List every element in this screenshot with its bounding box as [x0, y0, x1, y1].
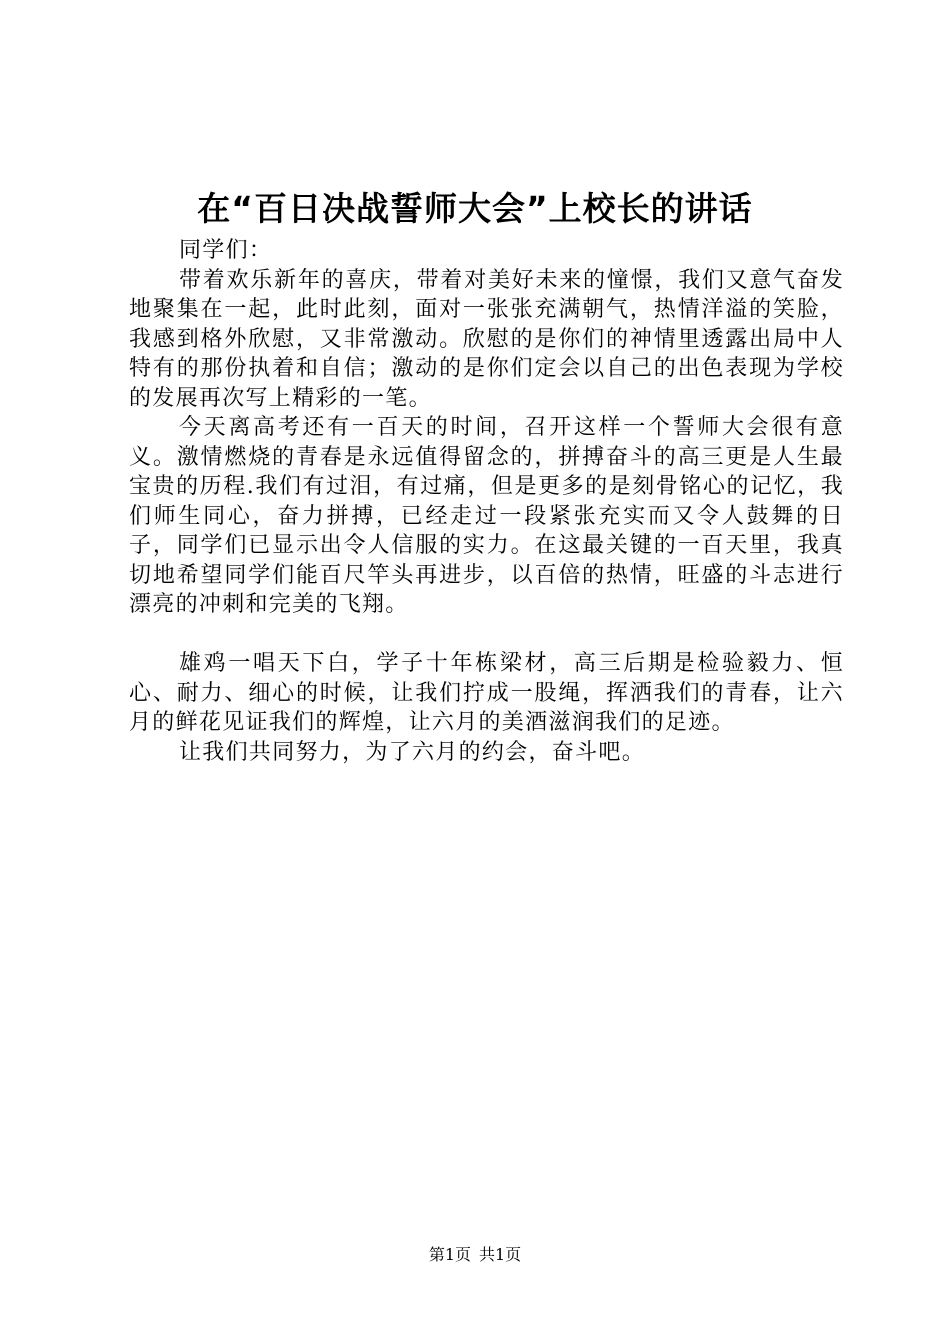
document-body: [129, 236, 844, 767]
salutation: 同学们：: [179, 238, 273, 263]
paragraph-3: 雄鸡一唱天下白，学子十年栋梁材，高三后期是检验毅力、恒心、耐力、细心的时候，让我们拧成一股绳，挥洒我们的青春，让六月的鲜花见证我们的辉煌，让六月的美酒滋润我们的足迹。: [129, 651, 844, 735]
paragraph-2: 今天离高考还有一百天的时间，召开这样一个誓师大会很有意义。激情燃烧的青春是永远值得留念的，拼搏奋斗的高三更是人生最宝贵的历程.我们有过泪，有过痛，但是更多的是刻骨铭心的记忆，我们师生同心，奋力拼搏，已经走过一段紧张充实而又令人鼓舞的日子，同学们已显示出令人信服的实力。在这最关键的一百天里，我真切地希望同学们能百尺竿头再进步，以百倍的热情，旺盛的斗志进行漂亮的冲刺和完美的飞翔。: [129, 415, 844, 617]
paragraph-1: 带着欢乐新年的喜庆，带着对美好未来的憧憬，我们又意气奋发地聚集在一起，此时此刻，面对一张张充满朝气，热情洋溢的笑脸，我感到格外欣慰，又非常激动。欣慰的是你们的神情里透露出局中人特有的那份执着和自信；激动的是你们定会以自己的出色表现为学校的发展再次写上精彩的一笔。: [129, 267, 844, 411]
paragraph-4: 让我们共同努力，为了六月的约会，奋斗吧。: [179, 739, 646, 765]
page-total: 共1页: [479, 1245, 522, 1264]
page-footer: [0, 1244, 950, 1266]
document-title: 在“百日决战誓师大会”上校长的讲话: [197, 189, 753, 228]
page-number: 第1页: [428, 1245, 471, 1264]
